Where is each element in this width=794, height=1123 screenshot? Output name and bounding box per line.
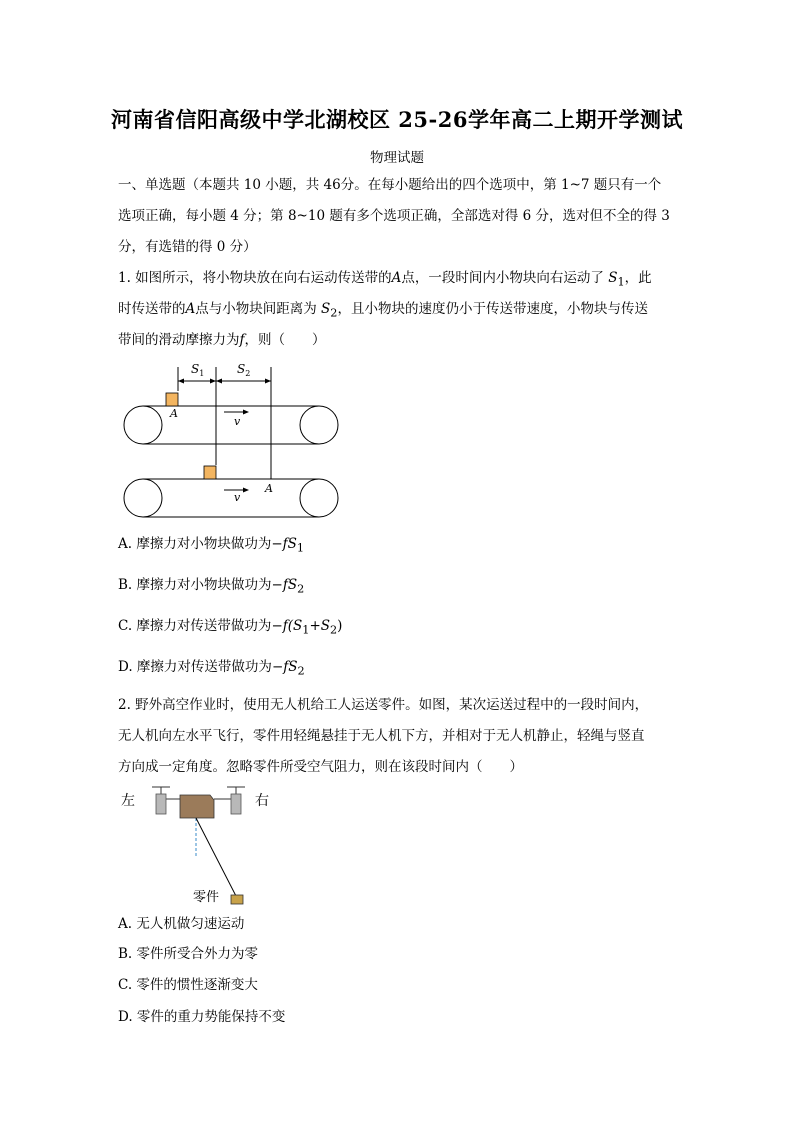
q2-stem-line-2: 无人机向左水平飞行，零件用轻绳悬挂于无人机下方，并相对于无人机静止，轻绳与竖直: [118, 728, 645, 744]
right-motor: [231, 794, 241, 814]
label-s2: $S_2$: [237, 362, 251, 378]
label-v-bottom: v: [234, 491, 241, 504]
q1-stem-line-3: 带间的滑动摩擦力为f，则（ ）: [118, 332, 326, 348]
belt-bottom-right-roller: [300, 479, 338, 517]
page-title: 河南省信阳高级中学北湖校区 25-26学年高二上期开学测试: [111, 107, 683, 132]
q2-option-a[interactable]: A. 无人机做匀速运动: [118, 916, 245, 932]
q1-option-b[interactable]: B. 摩擦力对小物块做功为$-fS_2$: [118, 577, 305, 596]
q2-option-b[interactable]: B. 零件所受合外力为零: [118, 946, 259, 962]
label-a-bottom: A: [265, 482, 273, 495]
q1-conveyor-figure: [118, 355, 348, 525]
q2-option-c[interactable]: C. 零件的惯性逐渐变大: [118, 977, 258, 993]
label-v-top: v: [234, 415, 241, 428]
label-right: 右: [255, 793, 269, 809]
q2-stem-line-1: 2. 野外高空作业时，使用无人机给工人运送零件。如图，某次运送过程中的一段时间内，: [118, 697, 649, 713]
left-motor: [156, 794, 166, 814]
drone-body: [180, 795, 214, 818]
q2-stem-line-3: 方向成一定角度。忽略零件所受空气阻力，则在该段时间内（ ）: [118, 759, 523, 775]
label-part: 零件: [193, 890, 220, 905]
belt-top-left-roller: [124, 406, 162, 444]
section-instructions-line-1: 一、单选题（本题共 10 小题，共 46分。在每小题给出的四个选项中，第 1~7 题只有一个: [118, 177, 662, 193]
label-s1: $S_1$: [191, 362, 205, 378]
belt-top-right-roller: [300, 406, 338, 444]
block-bottom: [204, 466, 216, 479]
page-subtitle: 物理试题: [370, 150, 424, 166]
q1-stem-line-2: 时传送带的A点与小物块间距离为 $S_2$，且小物块的速度仍小于传送带速度，小物块与传送: [118, 301, 648, 320]
q2-option-d[interactable]: D. 零件的重力势能保持不变: [118, 1009, 286, 1025]
q1-option-c[interactable]: C. 摩擦力对传送带做功为$-f(S_1+S_2)$: [118, 618, 343, 637]
belt-bottom-left-roller: [124, 479, 162, 517]
block-top: [166, 393, 178, 406]
q1-stem-line-1: 1. 如图所示，将小物块放在向右运动传送带的A点，一段时间内小物块向右运动了 $S_1$，此: [118, 270, 652, 289]
q1-option-d[interactable]: D. 摩擦力对传送带做功为$-fS_2$: [118, 659, 305, 678]
part-box: [231, 895, 243, 904]
label-a-top: A: [170, 407, 178, 420]
section-instructions-line-2: 选项正确，每小题 4 分；第 8~10 题有多个选项正确，全部选对得 6 分，选对但不全的得 3: [118, 208, 670, 224]
q2-drone-figure: [118, 782, 288, 910]
section-instructions-line-3: 分，有选错的得 0 分）: [118, 239, 257, 255]
rope: [196, 818, 236, 896]
label-left: 左: [121, 793, 135, 809]
q1-option-a[interactable]: A. 摩擦力对小物块做功为$-fS_1$: [118, 536, 305, 555]
